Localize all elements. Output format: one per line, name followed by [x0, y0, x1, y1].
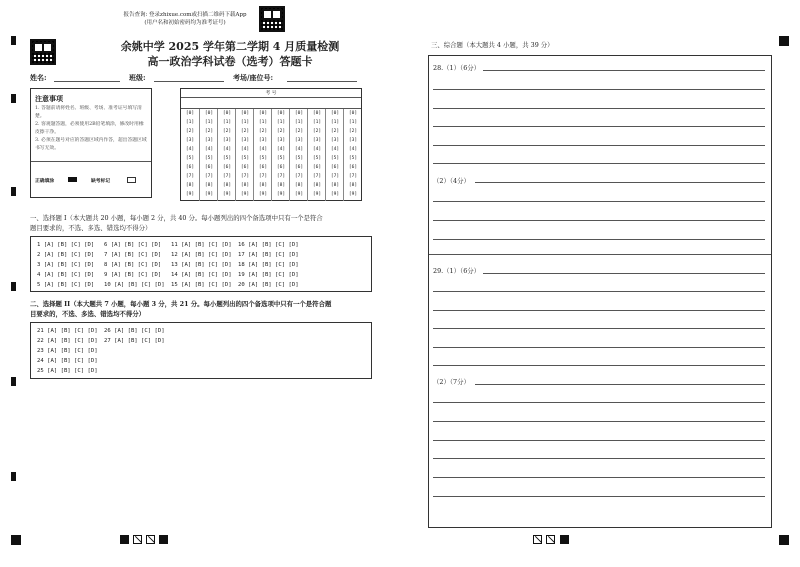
answer-line[interactable] [433, 108, 765, 109]
section1-answer-box [30, 236, 372, 292]
report-notice-line2: (用户名和初始密码均为准考证号) [144, 20, 226, 26]
exam-id-bubble[interactable]: [3] [240, 138, 250, 143]
q28-part1-label: 28.（1）（6分） [433, 64, 481, 72]
answer-option-row[interactable]: 24 [A] [B] [C] [D] [37, 358, 98, 364]
app-qr-code [259, 6, 285, 32]
exam-id-bubble[interactable]: [5] [294, 156, 304, 161]
notes-heading: 注意事项 [35, 94, 63, 103]
exam-id-column [307, 109, 325, 201]
answer-option-row[interactable]: 4 [A] [B] [C] [D] [37, 272, 95, 278]
page-mark [146, 535, 155, 544]
exam-id-bubble[interactable]: [0] [348, 111, 358, 116]
exam-id-bubble[interactable]: [5] [276, 156, 286, 161]
exam-id-bubble[interactable]: [8] [222, 183, 232, 188]
exam-id-bubble[interactable]: [2] [294, 129, 304, 134]
section3-answer-box [428, 55, 772, 528]
exam-id-bubble[interactable]: [1] [258, 120, 268, 125]
answer-line[interactable] [433, 458, 765, 459]
exam-id-bubble[interactable]: [3] [276, 138, 286, 143]
answer-option-row[interactable]: 11 [A] [B] [C] [D] [171, 242, 232, 248]
page-mark [133, 535, 142, 544]
exam-id-bubble[interactable]: [7] [204, 174, 214, 179]
timing-mark [11, 94, 16, 103]
seat-label: 考场/座位号: [233, 73, 274, 82]
answer-option-row[interactable]: 17 [A] [B] [C] [D] [238, 252, 299, 258]
exam-id-bubble[interactable]: [6] [330, 165, 340, 170]
report-notice [110, 11, 260, 27]
exam-id-bubble[interactable]: [3] [294, 138, 304, 143]
answer-line[interactable] [475, 384, 765, 385]
exam-id-bubble[interactable]: [0] [185, 111, 195, 116]
exam-id-column [217, 109, 235, 201]
exam-qr-code [30, 39, 56, 65]
page-mark [159, 535, 168, 544]
exam-id-bubble[interactable]: [4] [222, 147, 232, 152]
timing-mark [11, 36, 16, 45]
section2-options [37, 326, 367, 379]
name-field[interactable] [54, 81, 120, 82]
exam-id-bubble[interactable]: [9] [330, 192, 340, 197]
answer-line[interactable] [433, 328, 765, 329]
exam-id-bubble[interactable]: [7] [294, 174, 304, 179]
exam-id-bubble[interactable]: [9] [258, 192, 268, 197]
exam-id-bubble[interactable]: [1] [222, 120, 232, 125]
exam-id-bubble[interactable]: [1] [185, 120, 195, 125]
answer-option-row[interactable]: 16 [A] [B] [C] [D] [238, 242, 299, 248]
exam-id-bubble[interactable]: [3] [312, 138, 322, 143]
exam-id-bubble[interactable]: [6] [312, 165, 322, 170]
timing-mark [11, 472, 16, 481]
section2-title-line2: 目要求的，不选、多选、错选均不得分） [30, 310, 146, 318]
exam-id-bubble[interactable]: [6] [294, 165, 304, 170]
notes-item: 1. 答题前请将姓名、班级、考场、准考证号填写清楚。 [35, 106, 142, 119]
exam-id-bubble[interactable]: [5] [222, 156, 232, 161]
exam-id-bubble[interactable]: [4] [185, 147, 195, 152]
q29-part2-label: （2）（7分） [433, 378, 470, 386]
missing-mark-box[interactable] [127, 177, 136, 183]
exam-id-bubble[interactable]: [2] [185, 129, 195, 134]
exam-id-bubble[interactable]: [7] [276, 174, 286, 179]
answer-option-row[interactable]: 23 [A] [B] [C] [D] [37, 348, 98, 354]
exam-id-column [325, 109, 343, 201]
answer-option-row[interactable]: 19 [A] [B] [C] [D] [238, 272, 299, 278]
exam-id-bubble[interactable]: [1] [330, 120, 340, 125]
exam-id-write-row[interactable] [181, 98, 361, 109]
exam-id-bubble[interactable]: [9] [312, 192, 322, 197]
exam-id-bubble[interactable]: [2] [258, 129, 268, 134]
answer-option-row[interactable]: 10 [A] [B] [C] [D] [104, 282, 165, 288]
exam-id-bubble[interactable]: [6] [240, 165, 250, 170]
answer-option-row[interactable]: 5 [A] [B] [C] [D] [37, 282, 95, 288]
exam-id-bubble[interactable]: [5] [185, 156, 195, 161]
answer-option-row[interactable]: 25 [A] [B] [C] [D] [37, 368, 98, 374]
exam-id-bubble[interactable]: [5] [240, 156, 250, 161]
answer-line[interactable] [433, 496, 765, 497]
page-mark [560, 535, 569, 544]
page-mark [533, 535, 542, 544]
answer-option-row[interactable]: 7 [A] [B] [C] [D] [104, 252, 162, 258]
section3-title: 三、综合题（本大题共 4 小题，共 39 分） [431, 41, 554, 49]
exam-id-bubble[interactable]: [8] [348, 183, 358, 188]
answer-line[interactable] [433, 440, 765, 441]
answer-option-row[interactable]: 14 [A] [B] [C] [D] [171, 272, 232, 278]
class-label: 班级: [129, 73, 146, 82]
answer-option-row[interactable]: 20 [A] [B] [C] [D] [238, 282, 299, 288]
section1-title [30, 213, 375, 233]
corner-mark [779, 36, 789, 46]
timing-mark [11, 187, 16, 196]
exam-id-bubble[interactable]: [8] [312, 183, 322, 188]
exam-id-bubble[interactable]: [4] [348, 147, 358, 152]
exam-id-column [235, 109, 253, 201]
exam-id-bubble[interactable]: [3] [222, 138, 232, 143]
timing-mark [11, 282, 16, 291]
answer-line[interactable] [433, 201, 765, 202]
answer-line[interactable] [433, 310, 765, 311]
notes-divider [31, 161, 151, 162]
name-label: 姓名: [30, 73, 47, 82]
exam-id-bubble[interactable]: [4] [258, 147, 268, 152]
answer-option-row[interactable]: 9 [A] [B] [C] [D] [104, 272, 162, 278]
answer-line[interactable] [433, 421, 765, 422]
exam-id-bubble[interactable]: [9] [204, 192, 214, 197]
exam-id-bubble[interactable]: [1] [294, 120, 304, 125]
exam-id-bubble[interactable]: [1] [348, 120, 358, 125]
section1-title-line1: 一、选择题 I（本大题共 20 小题，每小题 2 分，共 40 分。每小题列出的四个备选项中只有一个是符合 [30, 214, 323, 222]
exam-id-bubble[interactable]: [4] [294, 147, 304, 152]
answer-line[interactable] [475, 182, 765, 183]
answer-line[interactable] [433, 163, 765, 164]
exam-id-bubble[interactable]: [5] [330, 156, 340, 161]
answer-option-row[interactable]: 13 [A] [B] [C] [D] [171, 262, 232, 268]
answer-option-row[interactable]: 21 [A] [B] [C] [D] [37, 328, 98, 334]
exam-id-bubble[interactable]: [0] [204, 111, 214, 116]
section2-title [30, 299, 375, 319]
exam-id-bubble[interactable]: [0] [276, 111, 286, 116]
exam-id-bubble[interactable]: [3] [348, 138, 358, 143]
exam-id-bubble[interactable]: [0] [312, 111, 322, 116]
exam-id-bubble[interactable]: [7] [312, 174, 322, 179]
exam-id-bubble[interactable]: [1] [204, 120, 214, 125]
exam-id-bubble[interactable]: [2] [276, 129, 286, 134]
exam-id-column [271, 109, 289, 201]
exam-id-bubble[interactable]: [0] [330, 111, 340, 116]
exam-id-bubble[interactable]: [7] [185, 174, 195, 179]
exam-id-bubble[interactable]: [5] [204, 156, 214, 161]
exam-subtitle: 高一政治学科试卷（选考）答题卡 [147, 55, 313, 68]
exam-id-bubble[interactable]: [7] [348, 174, 358, 179]
writing-lines [429, 56, 771, 527]
exam-id-bubble[interactable]: [9] [240, 192, 250, 197]
exam-id-bubble[interactable]: [2] [348, 129, 358, 134]
exam-id-bubble[interactable]: [9] [222, 192, 232, 197]
section1-options [37, 240, 367, 292]
exam-id-bubble[interactable]: [4] [312, 147, 322, 152]
exam-id-bubble[interactable]: [3] [330, 138, 340, 143]
exam-id-header: 考 号 [181, 89, 361, 98]
q28-part2-label: （2）（4分） [433, 177, 470, 185]
exam-id-bubble[interactable]: [9] [294, 192, 304, 197]
notes-box [30, 88, 152, 198]
exam-id-grid [180, 88, 362, 201]
corner-mark [11, 535, 21, 545]
exam-id-column [181, 109, 199, 201]
exam-id-bubble[interactable]: [9] [276, 192, 286, 197]
section2-title-line1: 二、选择题 II（本大题共 7 小题，每小题 3 分，共 21 分。每小题列出的四个备选项中只有一个是符合题 [30, 300, 332, 308]
exam-id-bubble[interactable]: [7] [222, 174, 232, 179]
exam-id-bubble[interactable]: [6] [204, 165, 214, 170]
notes-item: 2. 客观题答题，必须使用2B铅笔填涂，修改时用橡皮擦干净。 [35, 122, 144, 135]
exam-id-bubble[interactable]: [7] [258, 174, 268, 179]
answer-option-row[interactable]: 8 [A] [B] [C] [D] [104, 262, 162, 268]
answer-line[interactable] [483, 273, 765, 274]
exam-id-bubble[interactable]: [4] [276, 147, 286, 152]
page-mark [120, 535, 129, 544]
exam-id-bubble[interactable]: [4] [330, 147, 340, 152]
exam-id-bubble[interactable]: [8] [258, 183, 268, 188]
answer-line[interactable] [433, 365, 765, 366]
answer-option-row[interactable]: 12 [A] [B] [C] [D] [171, 252, 232, 258]
answer-line[interactable] [433, 126, 765, 127]
exam-id-column [253, 109, 271, 201]
class-field[interactable] [154, 81, 224, 82]
answer-option-row[interactable]: 18 [A] [B] [C] [D] [238, 262, 299, 268]
notes-list [35, 105, 147, 153]
notes-item: 3. 必须在题号对应的答题区域内作答，超出答题区域书写无效。 [35, 138, 147, 151]
answer-line[interactable] [483, 70, 765, 71]
exam-id-bubble[interactable]: [0] [222, 111, 232, 116]
section1-title-line2: 题目要求的，不选、多选、错选均不得分） [30, 224, 152, 232]
exam-id-bubble[interactable]: [8] [330, 183, 340, 188]
exam-id-bubble[interactable]: [2] [330, 129, 340, 134]
exam-id-column [199, 109, 217, 201]
missing-mark-label: 缺考标记 [91, 178, 111, 184]
exam-title: 余姚中学 2025 学年第二学期 4 月质量检测 [120, 40, 340, 53]
exam-id-bubble[interactable]: [1] [240, 120, 250, 125]
answer-option-row[interactable]: 26 [A] [B] [C] [D] [104, 328, 165, 334]
corner-mark [779, 535, 789, 545]
answer-option-row[interactable]: 2 [A] [B] [C] [D] [37, 252, 95, 258]
exam-id-bubble[interactable]: [6] [222, 165, 232, 170]
exam-id-bubble[interactable]: [5] [312, 156, 322, 161]
correct-fill-label: 正确填涂 [35, 178, 55, 184]
answer-line[interactable] [433, 220, 765, 221]
answer-option-row[interactable]: 6 [A] [B] [C] [D] [104, 242, 162, 248]
exam-id-bubble[interactable]: [8] [204, 183, 214, 188]
exam-id-bubble[interactable]: [2] [222, 129, 232, 134]
exam-id-bubble[interactable]: [6] [348, 165, 358, 170]
exam-id-bubble[interactable]: [0] [294, 111, 304, 116]
exam-id-bubble[interactable]: [5] [348, 156, 358, 161]
filled-example-mark [68, 177, 77, 182]
answer-line[interactable] [433, 291, 765, 292]
answer-line[interactable] [433, 402, 765, 403]
exam-id-bubble[interactable]: [1] [312, 120, 322, 125]
answer-line[interactable] [433, 477, 765, 478]
answer-option-row[interactable]: 22 [A] [B] [C] [D] [37, 338, 98, 344]
exam-id-bubble[interactable]: [9] [348, 192, 358, 197]
exam-id-column [289, 109, 307, 201]
exam-id-bubble[interactable]: [6] [276, 165, 286, 170]
exam-id-bubble[interactable]: [7] [330, 174, 340, 179]
exam-id-bubble[interactable]: [5] [258, 156, 268, 161]
exam-id-columns [181, 109, 361, 201]
report-notice-line1: 报告查询: 登录zhixue.com或扫描二维码下载App [123, 12, 247, 18]
exam-id-column [343, 109, 361, 201]
section2-answer-box [30, 322, 372, 379]
exam-id-bubble[interactable]: [8] [240, 183, 250, 188]
answer-line[interactable] [433, 145, 765, 146]
exam-id-bubble[interactable]: [8] [276, 183, 286, 188]
exam-id-bubble[interactable]: [7] [240, 174, 250, 179]
exam-id-bubble[interactable]: [2] [240, 129, 250, 134]
page-mark [546, 535, 555, 544]
exam-id-bubble[interactable]: [6] [258, 165, 268, 170]
exam-id-bubble[interactable]: [2] [312, 129, 322, 134]
exam-id-bubble[interactable]: [6] [185, 165, 195, 170]
exam-id-bubble[interactable]: [8] [294, 183, 304, 188]
answer-line[interactable] [433, 239, 765, 240]
exam-id-bubble[interactable]: [3] [185, 138, 195, 143]
exam-id-bubble[interactable]: [4] [240, 147, 250, 152]
exam-id-bubble[interactable]: [4] [204, 147, 214, 152]
answer-line[interactable] [433, 347, 765, 348]
answer-option-row[interactable]: 27 [A] [B] [C] [D] [104, 338, 165, 344]
exam-id-bubble[interactable]: [3] [204, 138, 214, 143]
exam-id-bubble[interactable]: [9] [185, 192, 195, 197]
answer-option-row[interactable]: 3 [A] [B] [C] [D] [37, 262, 95, 268]
seat-field[interactable] [287, 81, 357, 82]
timing-mark [11, 377, 16, 386]
exam-id-bubble[interactable]: [8] [185, 183, 195, 188]
q29-part1-label: 29.（1）（6分） [433, 267, 481, 275]
answer-line[interactable] [433, 89, 765, 90]
exam-id-bubble[interactable]: [0] [240, 111, 250, 116]
exam-id-bubble[interactable]: [1] [276, 120, 286, 125]
answer-option-row[interactable]: 15 [A] [B] [C] [D] [171, 282, 232, 288]
exam-id-bubble[interactable]: [3] [258, 138, 268, 143]
exam-id-bubble[interactable]: [2] [204, 129, 214, 134]
exam-id-bubble[interactable]: [0] [258, 111, 268, 116]
answer-option-row[interactable]: 1 [A] [B] [C] [D] [37, 242, 95, 248]
